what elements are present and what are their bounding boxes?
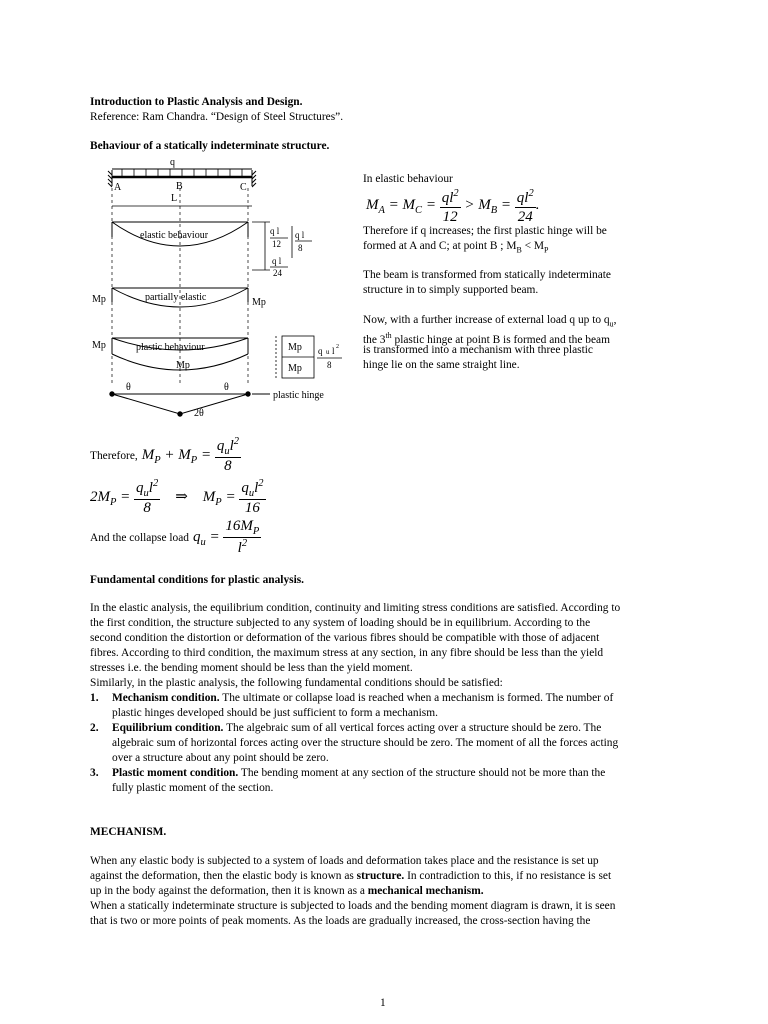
transformed-line-1: The beam is transformed from statically indeterminate xyxy=(363,269,611,281)
theta-left: θ xyxy=(126,382,131,393)
point-a-label: A xyxy=(114,182,122,193)
para-line: stresses i.e. the bending moment should be less than the yield moment. xyxy=(90,662,413,674)
mp-midspan-label: Mp xyxy=(176,360,190,371)
mp-left-plastic: Mp xyxy=(92,340,106,351)
para-line: second condition the distortion or deformation of the various fibres should be compatible with those of adjacent xyxy=(90,632,600,644)
equation-mp-sum: Therefore, $M_P + M_P$ = $\frac{q_ul^2}{8}$ xyxy=(90,436,240,474)
mechanism-paragraph: When any elastic body is subjected to a system of loads and deformation takes place and the resistance is set up against the deformation, then the elastic body is known as structure. In contradiction to this, if no resistance is set up in the body against the deformation, then it is known as a mechanical mechanism. When a statically indeterminate structure is subjected to loads and the bending moment diagram is drawn, it is seen that is two or more points of peak moments. As the loads are gradually increased, the cross-section having the xyxy=(90,855,616,927)
document-title: Introduction to Plastic Analysis and Design. xyxy=(90,96,303,108)
list-item: 1. Mechanism condition. The ultimate or collapse load is reached when a mechanism is formed. The number of plastic hinges developed should be just sufficient to form a mechanism. xyxy=(90,692,614,719)
therefore-line-2: formed at A and C; at point B ; $M_B < M_P$ xyxy=(363,240,549,255)
now-line-2: the 3th plastic hinge at point B is formed and the beam xyxy=(363,331,610,346)
frac-ql2-12-num: q l xyxy=(270,226,280,236)
now-line-3: is transformed into a mechanism with three plastic xyxy=(363,344,593,356)
transformed-line-2: structure in to simply supported beam. xyxy=(363,284,539,296)
section-heading-behaviour: Behaviour of a statically indeterminate structure. xyxy=(90,140,330,152)
point-c-label: C xyxy=(240,182,247,193)
frac-ql2-24-den: 24 xyxy=(273,268,282,278)
frac-ql2-12-den: 12 xyxy=(272,239,281,249)
svg-text:l: l xyxy=(332,346,335,356)
load-label: q xyxy=(170,158,175,168)
para-line: Similarly, in the plastic analysis, the following fundamental conditions should be satisfied: xyxy=(90,677,503,689)
para-line: the first condition, the structure subjected to any system of loading should be in equilibrium. According to the xyxy=(90,617,591,629)
list-item: 2. Equilibrium condition. The algebraic sum of all vertical forces acting over a structure should be zero. The algebraic sum of horizontal forces acting over the structure should be zero. The moment of all the forces acting over a structure about any point should be zero. xyxy=(90,722,619,764)
para-line: fibres. According to third condition, the maximum stress at any section, in any fibre should be less than the yield xyxy=(90,647,604,659)
frac-ql2-8-den: 8 xyxy=(298,243,303,253)
svg-text:2: 2 xyxy=(336,344,339,350)
therefore-line-1: Therefore if q increases; the first plastic hinge will be xyxy=(363,225,607,237)
point-b-label: B xyxy=(176,181,183,192)
span-label: L xyxy=(171,193,178,204)
box-mp-upper: Mp xyxy=(288,342,302,353)
partially-elastic-label: partially elastic xyxy=(145,292,207,303)
plastic-hinge-label: plastic hinge xyxy=(273,390,324,401)
page-number: 1 xyxy=(380,997,386,1009)
fundamental-paragraph xyxy=(90,601,690,691)
two-theta-label: 2θ xyxy=(194,408,204,419)
equation-collapse-load: And the collapse load $q_u$ = $\frac{16M_P}{l^2}$ xyxy=(90,518,260,556)
equation-mp-solve: $2M_P$ = $\frac{q_ul^2}{8}$ ⇒ $M_P$ = $\frac{q_ul^2}{16}$ xyxy=(90,478,264,516)
box-mp-lower: Mp xyxy=(288,363,302,374)
reference-line: Reference: Ram Chandra. “Design of Steel Structures”. xyxy=(90,111,344,123)
section-heading-mechanism: MECHANISM. xyxy=(90,826,167,838)
plastic-behaviour-label: plastic behaviour xyxy=(136,342,205,353)
para-line: In the elastic analysis, the equilibrium condition, continuity and limiting stress conditions are satisfied. According to xyxy=(90,602,621,614)
elastic-behaviour-label: elastic behaviour xyxy=(140,230,209,241)
frac-ql2-24-num: q l xyxy=(272,256,282,266)
list-item: 3. Plastic moment condition. The bending moment at any section of the structure should not be more than the fully plastic moment of the section. xyxy=(90,767,606,794)
svg-text:u: u xyxy=(326,348,330,356)
section-heading-fundamental: Fundamental conditions for plastic analysis. xyxy=(90,574,305,586)
beam-behaviour-figure xyxy=(90,158,350,420)
elastic-moment-equation: $M_A = M_C$ = $\frac{ql^2}{12}$ > $M_B$ = $\frac{ql^2}{24}$ . xyxy=(366,185,539,226)
frac-ql2-8-num: q l xyxy=(295,230,305,240)
mp-right-partial: Mp xyxy=(252,297,266,308)
box-frac-num: q xyxy=(318,346,323,356)
now-line-1: Now, with a further increase of external load q up to $q_u$, xyxy=(363,314,617,329)
elastic-behaviour-intro: In elastic behaviour xyxy=(363,173,453,185)
theta-right: θ xyxy=(224,382,229,393)
conditions-list xyxy=(90,691,690,796)
box-frac-den: 8 xyxy=(327,360,332,370)
now-line-4: hinge lie on the same straight line. xyxy=(363,359,520,371)
mp-left-partial: Mp xyxy=(92,294,106,305)
